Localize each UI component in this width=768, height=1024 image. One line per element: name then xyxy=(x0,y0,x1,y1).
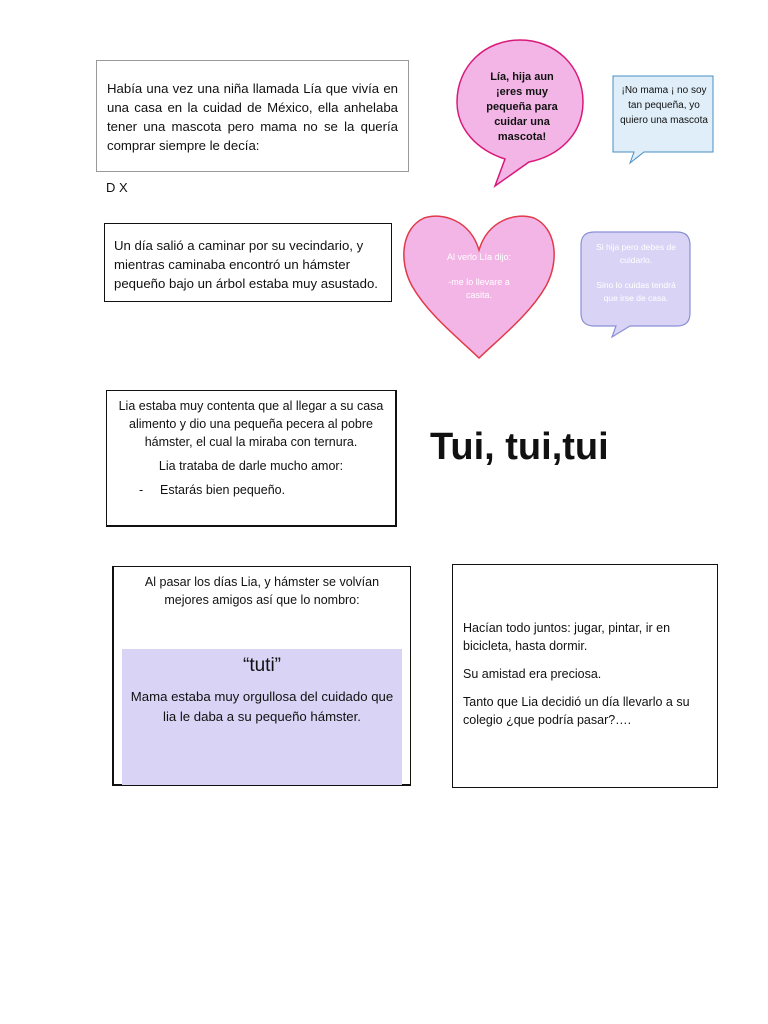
friendship-text: Su amistad era preciosa. xyxy=(463,667,602,681)
mom-reply-line1: Si hija pero debes de cuidarlo. xyxy=(596,242,676,265)
bullet-item xyxy=(115,481,387,501)
love-text: Lia trataba de darle mucho amor: xyxy=(158,459,344,473)
story-box-friends xyxy=(112,566,411,786)
bullet-text: Estarás bien pequeño. xyxy=(160,483,286,497)
story-box-intro xyxy=(96,60,409,172)
heart-text-line1: Al verlo Lía dijo: xyxy=(446,252,512,262)
story-box-together xyxy=(452,564,718,788)
together-text: Hacían todo juntos: jugar, pintar, ir en bicicleta, hasta dormir. xyxy=(463,621,671,653)
mom-reply-line2: Sino lo cuidas tendrá que irse de casa. xyxy=(596,280,676,303)
sound-effect-heading: Tui, tui,tui xyxy=(430,426,609,468)
walk-text: Un día salió a caminar por su vecindario, y mientras caminaba encontró un hámster pequeño bajo un árbol estaba muy asustado. xyxy=(114,238,378,291)
mom-speech-text: Lía, hija aun ¡eres muy pequeña para cuidar una mascota! xyxy=(486,71,558,143)
proud-text: Mama estaba muy orgullosa del cuidado que lia le daba a su pequeño hámster. xyxy=(130,689,394,724)
home-text: Lia estaba muy contenta que al llegar a su casa alimento y dio una pequeña pecera al pobre hámster, el cual la miraba con ternura. xyxy=(118,399,384,449)
name-panel xyxy=(122,649,402,785)
hamster-name: “tuti” xyxy=(243,655,281,676)
school-text: Tanto que Lia decidió un día llevarlo a su colegio ¿que podría pasar?…. xyxy=(463,695,690,727)
story-box-walk xyxy=(104,223,392,302)
story-box-home xyxy=(106,390,397,527)
heart-text-line2: -me lo llevare a casita. xyxy=(448,277,510,300)
bullet-marker: - xyxy=(139,483,144,497)
lia-speech-text: ¡No mama ¡ no soy tan pequeña, yo quiero una mascota xyxy=(620,85,708,126)
friends-text: Al pasar los días Lia, y hámster se volvían mejores amigos así que lo nombro: xyxy=(144,575,380,607)
intro-text: Había una vez una niña llamada Lía que vivía en una casa en la cuidad de México, ella anhelaba tener una mascota pero mama no se la quería comprar siempre le decía: xyxy=(107,81,398,153)
dx-label: D X xyxy=(106,180,128,195)
